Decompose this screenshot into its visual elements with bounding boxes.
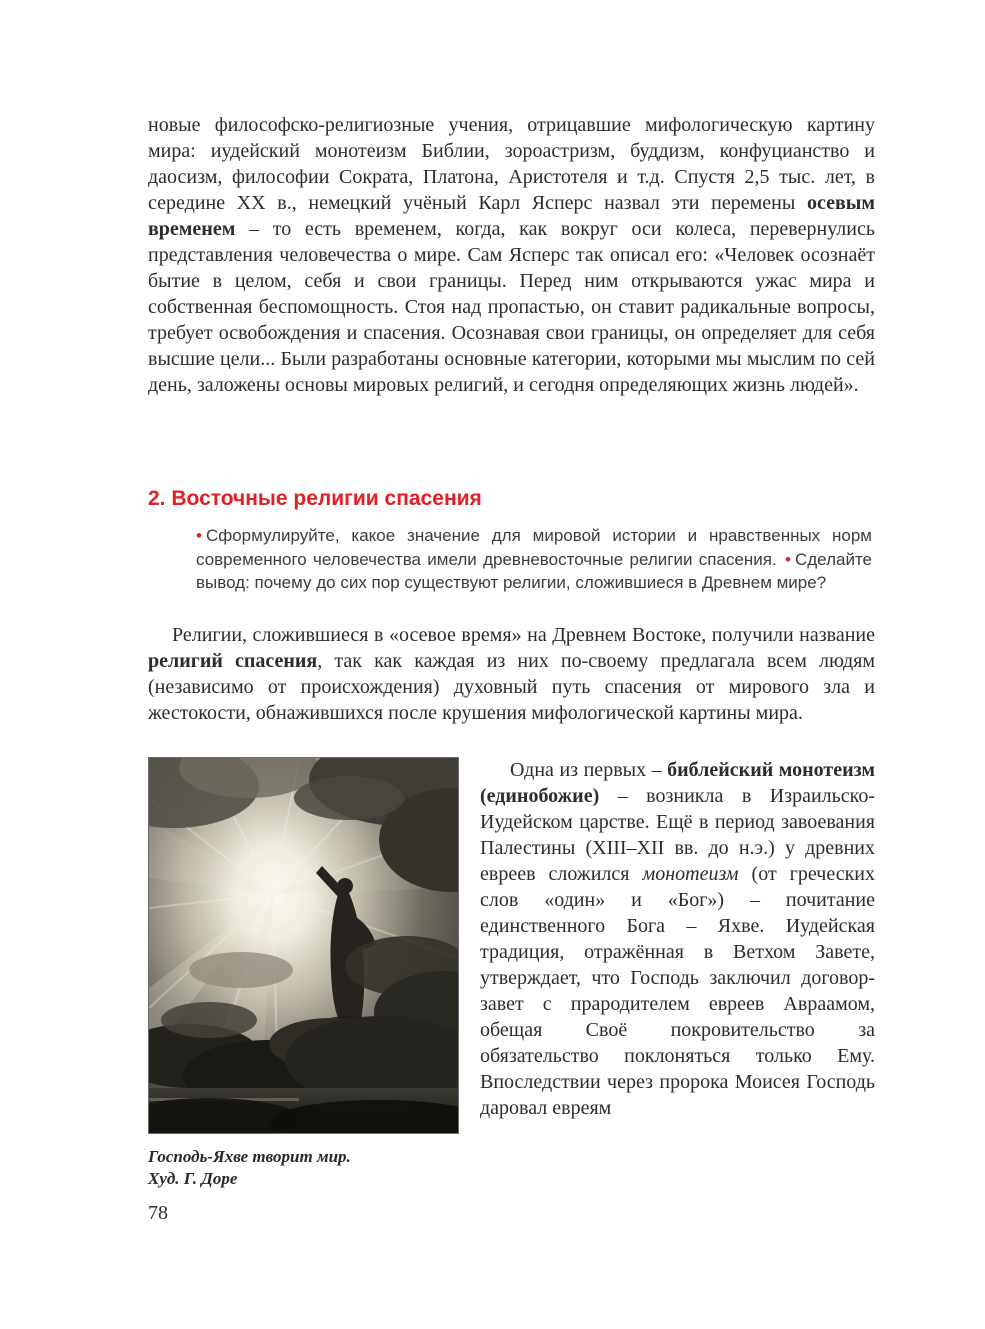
bullet-icon: •: [785, 549, 791, 569]
intro-text-2: – то есть временем, когда, как вокруг оси колеса, перевернулись представления человечества о мире. Сам Ясперс так описал его: «Человек осознаёт бытие в целом, себя и свои границы. Перед ним открываются ужас мира и собственная беспомощность. Стоя над пропастью, он ставит радикальные вопросы, требует освобождения и спасения. Осознавая свои границы, он определяет для себя высшие цели... Были разработаны основные категории, которыми мы мыслим по сей день, заложены основы мировых религий, и сегодня определяющих жизнь людей».: [148, 218, 875, 396]
salvation-religions-paragraph: [148, 622, 875, 726]
bullet-icon: •: [196, 526, 202, 545]
figure-creation-engraving: [148, 757, 459, 1190]
religions-text-2: , так как каждая из них по-своему предлагала всем людям (независимо от происхождения) духовный путь спасения от мирового зла и жестокости, обнажившихся после крушения мифологической картины мира.: [148, 650, 875, 724]
monotheism-italic-term: монотеизм: [642, 863, 739, 885]
religions-text-1: Религии, сложившиеся в «осевое время» на Древнем Востоке, получили название: [172, 624, 875, 646]
questions-block: [196, 524, 872, 595]
section-heading: 2. Восточные религии спасения: [148, 487, 482, 510]
figure-caption-title: Господь-Яхве творит мир.: [148, 1147, 351, 1166]
figure-caption-artist: Худ. Г. Доре: [148, 1169, 238, 1188]
monotheism-paragraph: [480, 757, 875, 1121]
monotheism-bold-term: библейский монотеизм (единобожие): [480, 759, 875, 807]
figure-and-text-row: [148, 757, 875, 1190]
engraving-image: [148, 757, 459, 1134]
intro-text-1: новые философско-религиозные учения, отрицавшие мифологическую картину мира: иудейский монотеизм Библии, зороастризм, буддизм, конфуцианство и даосизм, философии Сократа, Платона, Аристотеля и т.д. Спустя 2,5 тыс. лет, в середине XX в., немецкий учёный Карл Ясперс назвал эти перемены: [148, 114, 875, 214]
engraving-god-creating-world: [149, 758, 459, 1134]
monotheism-text-3: (от греческих слов «один» и «Бог») – почитание единственного Бога – Яхве. Иудейская традиция, отражённая в Ветхом Завете, утверждает, что Господь заключил договор-завет с прародителем евреев Авраамом, обещая Своё покровительство за обязательство поклоняться только Ему. Впоследствии через пророка Моисея Господь даровал евреям: [480, 863, 875, 1119]
question-1: Сформулируйте, какое значение для мировой истории и нравственных норм современного человечества имели древневосточные религии спасения.: [196, 526, 872, 569]
question-2: Сделайте вывод: почему до сих пор существуют религии, сложившиеся в Древнем мире?: [196, 549, 872, 592]
intro-bold-axial-age: осевым временем: [148, 192, 875, 240]
monotheism-text-1: Одна из первых –: [510, 759, 668, 781]
page-number: 78: [148, 1202, 168, 1224]
sea: [149, 1088, 459, 1134]
monotheism-text-2: – возникла в Израильско-Иудейском царстве. Ещё в период завоевания Палестины (XIII–XII вв. до н.э.) у древних евреев сложился: [480, 785, 875, 885]
religions-bold-term: религий спасения: [148, 650, 318, 672]
figure-caption: [148, 1146, 459, 1190]
intro-paragraph: [148, 112, 875, 398]
